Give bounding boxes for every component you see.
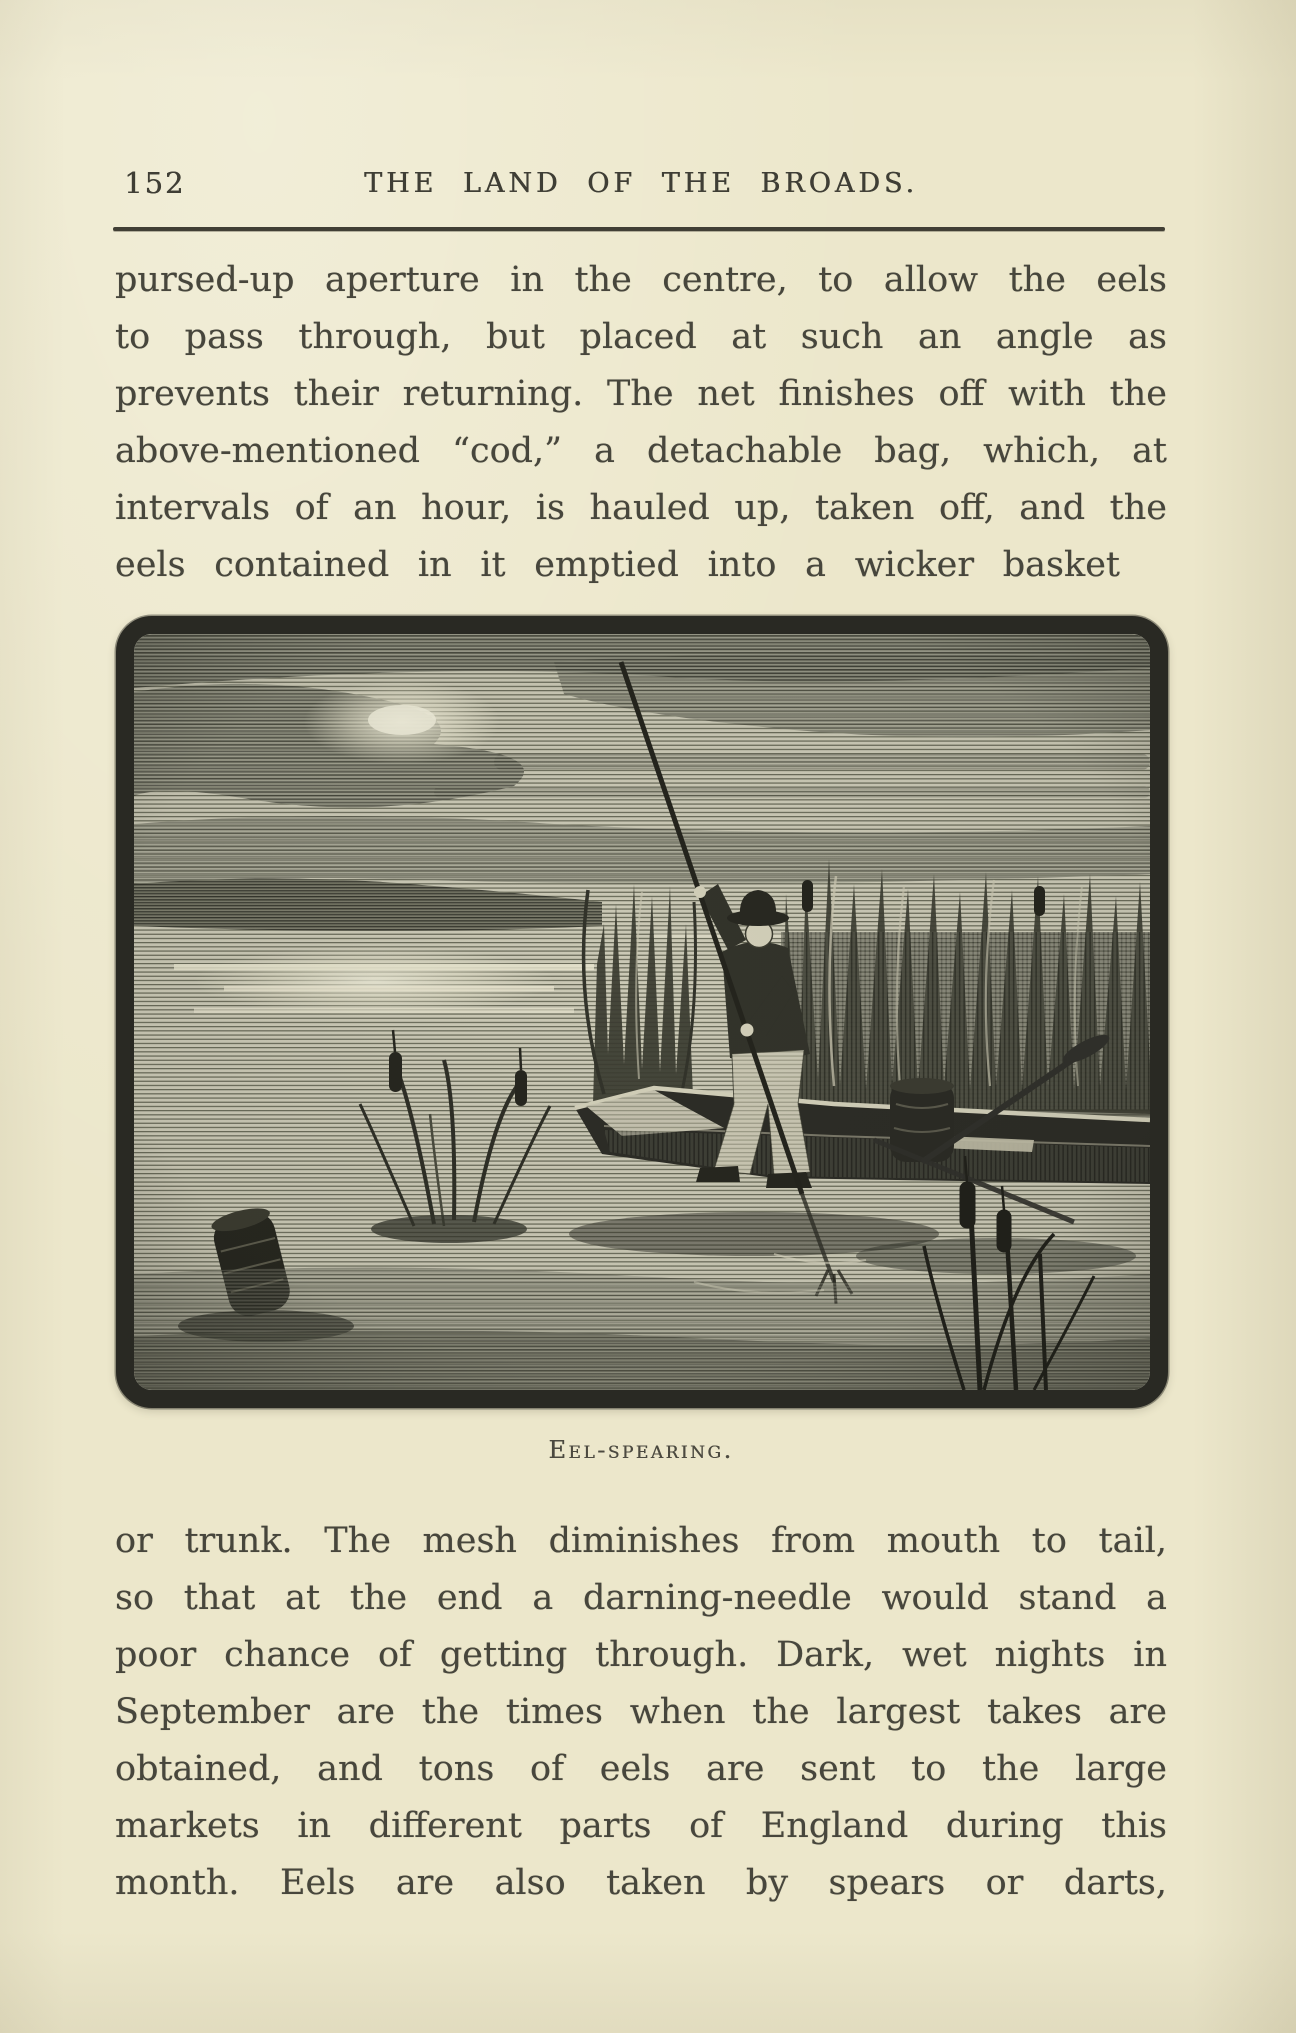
text-line: above-mentioned “cod,” a detachable bag, which, at [115, 431, 1167, 471]
text-line: to pass through, but placed at such an angle as [115, 317, 1167, 357]
page-number: 152 [124, 166, 186, 200]
text-line: September are the times when the largest takes are [115, 1692, 1167, 1732]
text-line: eels contained in it emptied into a wicker basket [115, 545, 1120, 585]
text-line: prevents their returning. The net finishes off with the [115, 374, 1167, 414]
text-line: poor chance of getting through. Dark, wet nights in [115, 1635, 1167, 1675]
figure-frame [116, 616, 1168, 1408]
text-line: month. Eels are also taken by spears or darts, [115, 1863, 1167, 1903]
text-line: intervals of an hour, is hauled up, taken off, and the [115, 488, 1167, 528]
body-paragraph-bottom [115, 1513, 1167, 1912]
text-line: pursed-up aperture in the centre, to allow the eels [115, 260, 1167, 300]
text-line: or trunk. The mesh diminishes from mouth to tail, [115, 1521, 1167, 1561]
header-rule [113, 227, 1165, 231]
text-line: markets in different parts of England during this [115, 1806, 1167, 1846]
running-header: THE LAND OF THE BROADS. [364, 168, 918, 199]
text-line: obtained, and tons of eels are sent to the large [115, 1749, 1167, 1789]
body-paragraph-top [115, 252, 1167, 594]
text-line: so that at the end a darning-needle would stand a [115, 1578, 1167, 1618]
figure-caption: Eel-spearing. [548, 1436, 734, 1464]
eel-spearing-engraving [134, 634, 1150, 1390]
